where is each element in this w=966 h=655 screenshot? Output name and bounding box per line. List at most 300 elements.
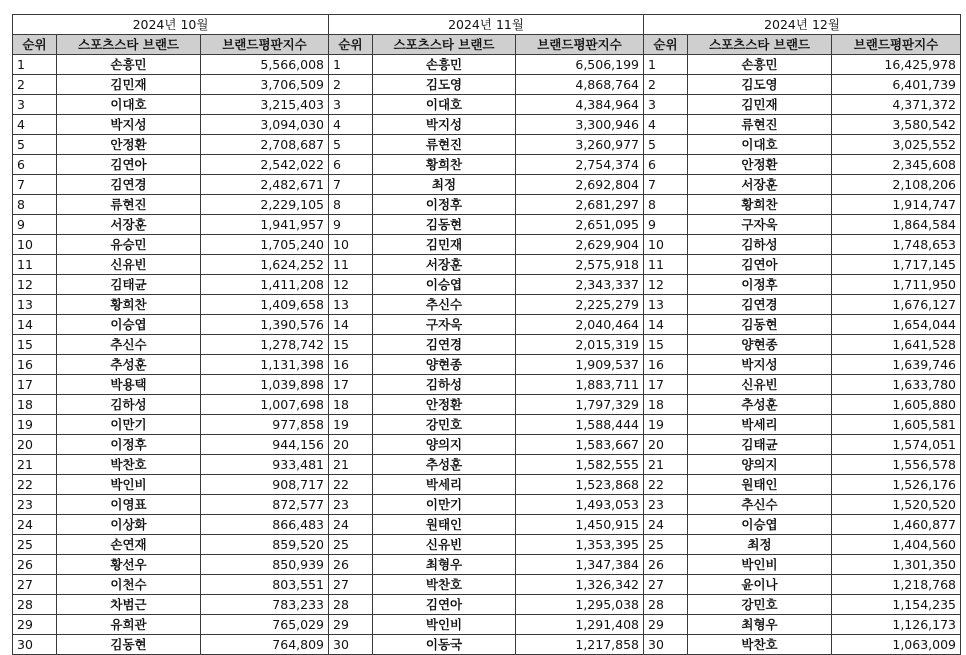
athlete-name-cell: 추신수: [57, 335, 201, 355]
rank-cell: 30: [329, 635, 373, 655]
rank-cell: 21: [13, 455, 57, 475]
rank-cell: 15: [644, 335, 688, 355]
brand-index-cell: 944,156: [201, 435, 329, 455]
brand-index-cell: 1,639,746: [832, 355, 961, 375]
brand-index-cell: 1,039,898: [201, 375, 329, 395]
brand-index-cell: 1,797,329: [516, 395, 644, 415]
brand-index-cell: 2,108,206: [832, 175, 961, 195]
rank-cell: 25: [13, 535, 57, 555]
month-title-october: 2024년 10월: [13, 15, 329, 35]
brand-index-cell: 2,040,464: [516, 315, 644, 335]
brand-index-cell: 4,384,964: [516, 95, 644, 115]
rank-cell: 3: [644, 95, 688, 115]
athlete-name-cell: 이승엽: [57, 315, 201, 335]
brand-index-cell: 1,641,528: [832, 335, 961, 355]
brand-index-cell: 1,633,780: [832, 375, 961, 395]
brand-index-cell: 1,390,576: [201, 315, 329, 335]
athlete-name-cell: 서장훈: [57, 215, 201, 235]
rank-cell: 20: [644, 435, 688, 455]
athlete-name-cell: 이천수: [57, 575, 201, 595]
athlete-name-cell: 박용택: [57, 375, 201, 395]
rank-cell: 21: [644, 455, 688, 475]
rank-cell: 15: [13, 335, 57, 355]
brand-index-cell: 3,580,542: [832, 115, 961, 135]
rank-cell: 22: [644, 475, 688, 495]
rank-cell: 23: [644, 495, 688, 515]
athlete-name-cell: 류현진: [57, 195, 201, 215]
brand-index-cell: 1,717,145: [832, 255, 961, 275]
brand-index-cell: 1,131,398: [201, 355, 329, 375]
table-row: [13, 235, 961, 255]
rank-cell: 2: [644, 75, 688, 95]
rank-cell: 5: [13, 135, 57, 155]
athlete-name-cell: 이영표: [57, 495, 201, 515]
rank-cell: 18: [644, 395, 688, 415]
athlete-name-cell: 박지성: [688, 355, 832, 375]
athlete-name-cell: 박세리: [688, 415, 832, 435]
rank-cell: 19: [644, 415, 688, 435]
rank-cell: 12: [329, 275, 373, 295]
rank-cell: 17: [13, 375, 57, 395]
brand-index-cell: 1,526,176: [832, 475, 961, 495]
brand-index-cell: 2,708,687: [201, 135, 329, 155]
brand-index-cell: 1,295,038: [516, 595, 644, 615]
table-row: [13, 495, 961, 515]
rank-header: 순위: [329, 35, 373, 55]
rank-cell: 10: [329, 235, 373, 255]
brand-index-cell: 866,483: [201, 515, 329, 535]
athlete-name-cell: 김연경: [688, 295, 832, 315]
brand-index-cell: 859,520: [201, 535, 329, 555]
table-row: [13, 595, 961, 615]
rank-cell: 7: [329, 175, 373, 195]
table-row: [13, 555, 961, 575]
brand-index-cell: 1,748,653: [832, 235, 961, 255]
rank-cell: 4: [13, 115, 57, 135]
rank-cell: 1: [644, 55, 688, 75]
rank-cell: 28: [329, 595, 373, 615]
brand-index-cell: 3,094,030: [201, 115, 329, 135]
brand-index-cell: 1,523,868: [516, 475, 644, 495]
rank-cell: 8: [644, 195, 688, 215]
rank-cell: 16: [13, 355, 57, 375]
rank-cell: 15: [329, 335, 373, 355]
rank-header: 순위: [13, 35, 57, 55]
athlete-name-cell: 박지성: [373, 115, 516, 135]
rank-cell: 13: [644, 295, 688, 315]
brand-index-cell: 1,493,053: [516, 495, 644, 515]
rank-cell: 11: [644, 255, 688, 275]
brand-index-cell: 850,939: [201, 555, 329, 575]
rank-cell: 28: [644, 595, 688, 615]
rank-cell: 10: [13, 235, 57, 255]
brand-index-cell: 4,371,372: [832, 95, 961, 115]
rank-header: 순위: [644, 35, 688, 55]
brand-index-cell: 803,551: [201, 575, 329, 595]
rank-cell: 4: [329, 115, 373, 135]
brand-index-cell: 2,754,374: [516, 155, 644, 175]
athlete-name-cell: 이정후: [688, 275, 832, 295]
table-row: [13, 255, 961, 275]
brand-index-cell: 1,605,581: [832, 415, 961, 435]
rank-cell: 18: [13, 395, 57, 415]
brand-index-cell: 1,705,240: [201, 235, 329, 255]
athlete-name-cell: 손흥민: [57, 55, 201, 75]
brand-index-cell: 4,868,764: [516, 75, 644, 95]
brand-index-cell: 2,229,105: [201, 195, 329, 215]
table-row: [13, 375, 961, 395]
column-header-row: [13, 35, 961, 55]
brand-index-cell: 1,864,584: [832, 215, 961, 235]
athlete-name-cell: 박찬호: [57, 455, 201, 475]
brand-index-cell: 1,583,667: [516, 435, 644, 455]
rank-cell: 9: [329, 215, 373, 235]
rank-cell: 20: [329, 435, 373, 455]
rank-cell: 26: [13, 555, 57, 575]
index-header: 브랜드평판지수: [201, 35, 329, 55]
brand-index-cell: 2,345,608: [832, 155, 961, 175]
athlete-name-cell: 양현종: [688, 335, 832, 355]
table-row: [13, 335, 961, 355]
athlete-name-cell: 유승민: [57, 235, 201, 255]
brand-index-cell: 1,411,208: [201, 275, 329, 295]
athlete-name-cell: 김연아: [373, 595, 516, 615]
athlete-name-cell: 류현진: [688, 115, 832, 135]
brand-index-cell: 764,809: [201, 635, 329, 655]
athlete-name-cell: 손흥민: [373, 55, 516, 75]
rank-cell: 7: [644, 175, 688, 195]
athlete-name-cell: 이승엽: [373, 275, 516, 295]
athlete-name-cell: 원태인: [688, 475, 832, 495]
athlete-name-cell: 김동현: [57, 635, 201, 655]
brand-index-cell: 1,007,698: [201, 395, 329, 415]
table-row: [13, 55, 961, 75]
brand-index-cell: 1,588,444: [516, 415, 644, 435]
rank-cell: 24: [644, 515, 688, 535]
athlete-name-cell: 김도영: [688, 75, 832, 95]
rank-cell: 17: [644, 375, 688, 395]
rank-cell: 11: [13, 255, 57, 275]
table-row: [13, 535, 961, 555]
rank-cell: 6: [644, 155, 688, 175]
brand-index-cell: 3,300,946: [516, 115, 644, 135]
rank-cell: 29: [644, 615, 688, 635]
athlete-name-cell: 이대호: [688, 135, 832, 155]
athlete-name-cell: 김민재: [688, 95, 832, 115]
athlete-name-cell: 황희찬: [57, 295, 201, 315]
brand-index-cell: 1,914,747: [832, 195, 961, 215]
rank-cell: 14: [644, 315, 688, 335]
brand-index-cell: 1,278,742: [201, 335, 329, 355]
rank-cell: 29: [13, 615, 57, 635]
athlete-name-cell: 차범근: [57, 595, 201, 615]
athlete-name-cell: 추신수: [688, 495, 832, 515]
rank-cell: 6: [329, 155, 373, 175]
brand-index-cell: 1,556,578: [832, 455, 961, 475]
brand-index-cell: 2,629,904: [516, 235, 644, 255]
brand-index-cell: 872,577: [201, 495, 329, 515]
brand-header: 스포츠스타 브랜드: [373, 35, 516, 55]
rank-cell: 23: [13, 495, 57, 515]
athlete-name-cell: 김동현: [688, 315, 832, 335]
brand-index-cell: 1,353,395: [516, 535, 644, 555]
athlete-name-cell: 구자욱: [373, 315, 516, 335]
athlete-name-cell: 구자욱: [688, 215, 832, 235]
athlete-name-cell: 강민호: [373, 415, 516, 435]
brand-index-cell: 6,401,739: [832, 75, 961, 95]
brand-index-cell: 2,651,095: [516, 215, 644, 235]
table-row: [13, 315, 961, 335]
brand-index-cell: 5,566,008: [201, 55, 329, 75]
athlete-name-cell: 김하성: [688, 235, 832, 255]
rank-cell: 24: [13, 515, 57, 535]
rank-cell: 9: [644, 215, 688, 235]
athlete-name-cell: 신유빈: [57, 255, 201, 275]
rank-cell: 9: [13, 215, 57, 235]
brand-index-cell: 1,909,537: [516, 355, 644, 375]
brand-index-cell: 1,605,880: [832, 395, 961, 415]
brand-index-cell: 1,460,877: [832, 515, 961, 535]
brand-index-cell: 2,575,918: [516, 255, 644, 275]
brand-index-cell: 1,520,520: [832, 495, 961, 515]
athlete-name-cell: 박인비: [373, 615, 516, 635]
brand-index-cell: 16,425,978: [832, 55, 961, 75]
athlete-name-cell: 이동국: [373, 635, 516, 655]
rank-cell: 22: [13, 475, 57, 495]
athlete-name-cell: 김연아: [688, 255, 832, 275]
table-row: [13, 615, 961, 635]
table-row: [13, 635, 961, 655]
athlete-name-cell: 이정후: [57, 435, 201, 455]
athlete-name-cell: 손연재: [57, 535, 201, 555]
brand-index-cell: 1,409,658: [201, 295, 329, 315]
index-header: 브랜드평판지수: [516, 35, 644, 55]
brand-index-cell: 2,692,804: [516, 175, 644, 195]
athlete-name-cell: 김민재: [57, 75, 201, 95]
athlete-name-cell: 박찬호: [373, 575, 516, 595]
brand-index-cell: 2,015,319: [516, 335, 644, 355]
athlete-name-cell: 박세리: [373, 475, 516, 495]
month-title-november: 2024년 11월: [329, 15, 644, 35]
brand-index-cell: 1,582,555: [516, 455, 644, 475]
rank-cell: 16: [329, 355, 373, 375]
brand-index-cell: 1,624,252: [201, 255, 329, 275]
rank-cell: 18: [329, 395, 373, 415]
brand-index-cell: 1,941,957: [201, 215, 329, 235]
rank-cell: 5: [329, 135, 373, 155]
table-row: [13, 475, 961, 495]
table-row: [13, 195, 961, 215]
athlete-name-cell: 최정: [373, 175, 516, 195]
brand-index-cell: 1,217,858: [516, 635, 644, 655]
brand-index-cell: 3,260,977: [516, 135, 644, 155]
brand-index-cell: 1,404,560: [832, 535, 961, 555]
rank-cell: 4: [644, 115, 688, 135]
rank-cell: 3: [13, 95, 57, 115]
ranking-table-container: [12, 14, 961, 655]
table-row: [13, 115, 961, 135]
table-row: [13, 155, 961, 175]
athlete-name-cell: 김민재: [373, 235, 516, 255]
brand-index-cell: 977,858: [201, 415, 329, 435]
athlete-name-cell: 황선우: [57, 555, 201, 575]
athlete-name-cell: 박인비: [57, 475, 201, 495]
athlete-name-cell: 김연경: [57, 175, 201, 195]
brand-index-cell: 1,301,350: [832, 555, 961, 575]
rank-cell: 28: [13, 595, 57, 615]
brand-index-cell: 1,154,235: [832, 595, 961, 615]
rank-cell: 10: [644, 235, 688, 255]
athlete-name-cell: 박지성: [57, 115, 201, 135]
month-header-row: [13, 15, 961, 35]
brand-index-cell: 765,029: [201, 615, 329, 635]
month-title-december: 2024년 12월: [644, 15, 961, 35]
rank-cell: 12: [644, 275, 688, 295]
rank-cell: 22: [329, 475, 373, 495]
rank-cell: 14: [329, 315, 373, 335]
athlete-name-cell: 이정후: [373, 195, 516, 215]
athlete-name-cell: 유희관: [57, 615, 201, 635]
athlete-name-cell: 김연경: [373, 335, 516, 355]
athlete-name-cell: 이만기: [373, 495, 516, 515]
athlete-name-cell: 양의지: [688, 455, 832, 475]
brand-index-cell: 933,481: [201, 455, 329, 475]
athlete-name-cell: 김하성: [57, 395, 201, 415]
athlete-name-cell: 손흥민: [688, 55, 832, 75]
rank-cell: 6: [13, 155, 57, 175]
athlete-name-cell: 김태균: [57, 275, 201, 295]
brand-index-cell: 1,063,009: [832, 635, 961, 655]
brand-index-cell: 1,218,768: [832, 575, 961, 595]
brand-index-cell: 1,126,173: [832, 615, 961, 635]
table-row: [13, 215, 961, 235]
athlete-name-cell: 추성훈: [57, 355, 201, 375]
athlete-name-cell: 신유빈: [373, 535, 516, 555]
athlete-name-cell: 강민호: [688, 595, 832, 615]
rank-cell: 7: [13, 175, 57, 195]
brand-index-cell: 3,706,509: [201, 75, 329, 95]
rank-cell: 19: [13, 415, 57, 435]
rank-cell: 23: [329, 495, 373, 515]
brand-index-cell: 1,676,127: [832, 295, 961, 315]
brand-header: 스포츠스타 브랜드: [688, 35, 832, 55]
athlete-name-cell: 김동현: [373, 215, 516, 235]
rank-cell: 8: [329, 195, 373, 215]
brand-index-cell: 2,681,297: [516, 195, 644, 215]
athlete-name-cell: 서장훈: [688, 175, 832, 195]
brand-index-cell: 1,654,044: [832, 315, 961, 335]
rank-cell: 30: [644, 635, 688, 655]
athlete-name-cell: 원태인: [373, 515, 516, 535]
brand-index-cell: 6,506,199: [516, 55, 644, 75]
athlete-name-cell: 추신수: [373, 295, 516, 315]
brand-index-cell: 908,717: [201, 475, 329, 495]
athlete-name-cell: 양현종: [373, 355, 516, 375]
table-row: [13, 415, 961, 435]
table-row: [13, 275, 961, 295]
brand-index-cell: 1,291,408: [516, 615, 644, 635]
athlete-name-cell: 박찬호: [688, 635, 832, 655]
table-row: [13, 435, 961, 455]
brand-index-cell: 1,711,950: [832, 275, 961, 295]
rank-cell: 21: [329, 455, 373, 475]
table-row: [13, 95, 961, 115]
brand-index-cell: 783,233: [201, 595, 329, 615]
athlete-name-cell: 서장훈: [373, 255, 516, 275]
rank-cell: 2: [13, 75, 57, 95]
rank-cell: 11: [329, 255, 373, 275]
athlete-name-cell: 황희찬: [373, 155, 516, 175]
table-row: [13, 135, 961, 155]
rank-cell: 24: [329, 515, 373, 535]
table-row: [13, 395, 961, 415]
table-row: [13, 575, 961, 595]
athlete-name-cell: 윤이나: [688, 575, 832, 595]
athlete-name-cell: 이대호: [373, 95, 516, 115]
athlete-name-cell: 이대호: [57, 95, 201, 115]
rank-cell: 19: [329, 415, 373, 435]
athlete-name-cell: 추성훈: [373, 455, 516, 475]
brand-index-cell: 1,883,711: [516, 375, 644, 395]
rank-cell: 17: [329, 375, 373, 395]
brand-index-cell: 3,215,403: [201, 95, 329, 115]
table-row: [13, 175, 961, 195]
athlete-name-cell: 이상화: [57, 515, 201, 535]
table-row: [13, 75, 961, 95]
rank-cell: 5: [644, 135, 688, 155]
brand-index-cell: 2,343,337: [516, 275, 644, 295]
rank-cell: 26: [644, 555, 688, 575]
index-header: 브랜드평판지수: [832, 35, 961, 55]
athlete-name-cell: 박인비: [688, 555, 832, 575]
athlete-name-cell: 류현진: [373, 135, 516, 155]
rank-cell: 30: [13, 635, 57, 655]
brand-index-cell: 1,326,342: [516, 575, 644, 595]
rank-cell: 27: [13, 575, 57, 595]
athlete-name-cell: 최형우: [688, 615, 832, 635]
rank-cell: 12: [13, 275, 57, 295]
brand-index-cell: 1,450,915: [516, 515, 644, 535]
athlete-name-cell: 김도영: [373, 75, 516, 95]
athlete-name-cell: 김하성: [373, 375, 516, 395]
brand-index-cell: 1,347,384: [516, 555, 644, 575]
table-row: [13, 455, 961, 475]
rank-cell: 27: [644, 575, 688, 595]
rank-cell: 16: [644, 355, 688, 375]
athlete-name-cell: 안정환: [373, 395, 516, 415]
rank-cell: 2: [329, 75, 373, 95]
athlete-name-cell: 양의지: [373, 435, 516, 455]
brand-index-cell: 2,482,671: [201, 175, 329, 195]
rank-cell: 27: [329, 575, 373, 595]
athlete-name-cell: 최정: [688, 535, 832, 555]
brand-header: 스포츠스타 브랜드: [57, 35, 201, 55]
table-row: [13, 515, 961, 535]
athlete-name-cell: 안정환: [57, 135, 201, 155]
rank-cell: 25: [329, 535, 373, 555]
rank-cell: 8: [13, 195, 57, 215]
brand-index-cell: 2,542,022: [201, 155, 329, 175]
athlete-name-cell: 최형우: [373, 555, 516, 575]
athlete-name-cell: 이승엽: [688, 515, 832, 535]
athlete-name-cell: 김태균: [688, 435, 832, 455]
brand-index-cell: 1,574,051: [832, 435, 961, 455]
rank-cell: 13: [329, 295, 373, 315]
rank-cell: 1: [329, 55, 373, 75]
athlete-name-cell: 추성훈: [688, 395, 832, 415]
table-row: [13, 355, 961, 375]
rank-cell: 13: [13, 295, 57, 315]
